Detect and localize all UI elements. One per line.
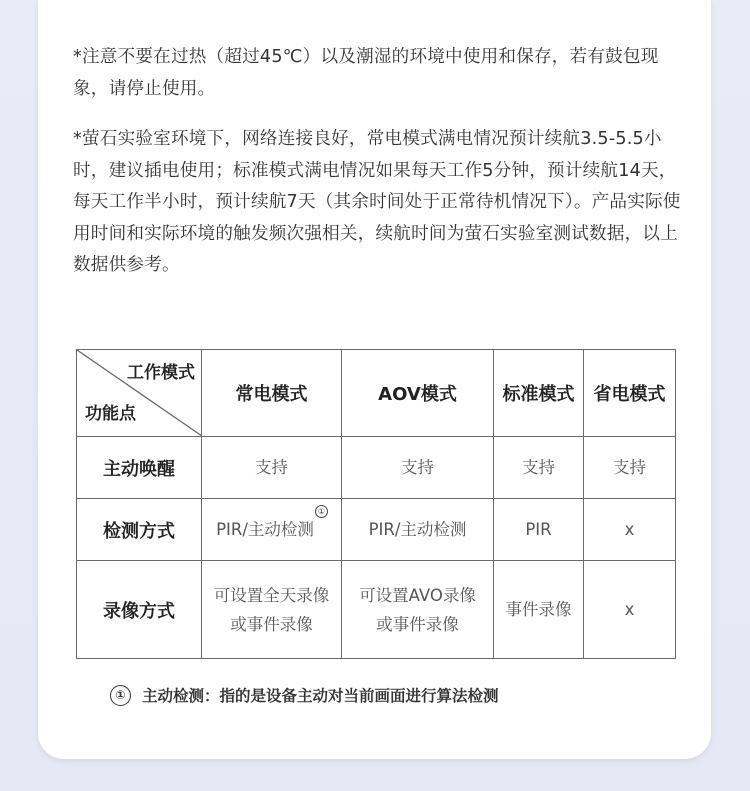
footnote-marker: ① bbox=[315, 505, 328, 518]
table-header-row bbox=[77, 350, 676, 437]
column-header-power-saving: 省电模式 bbox=[584, 350, 676, 437]
table-cell bbox=[202, 499, 342, 561]
footnote bbox=[110, 684, 499, 706]
table-cell bbox=[202, 561, 342, 659]
mode-comparison-table bbox=[76, 349, 675, 657]
table-cell: 支持 bbox=[342, 437, 494, 499]
cell-line: 可设置全天录像 bbox=[213, 585, 330, 605]
table-row bbox=[77, 437, 676, 499]
table-cell: PIR bbox=[494, 499, 584, 561]
footnote-text: 主动检测：指的是设备主动对当前画面进行算法检测 bbox=[142, 687, 499, 705]
row-label-active-wakeup: 主动唤醒 bbox=[77, 437, 202, 499]
column-header-aov: AOV模式 bbox=[342, 350, 494, 437]
note-overheat: *注意不要在过热（超过45℃）以及潮湿的环境中使用和保存，若有鼓包现象，请停止使用。 bbox=[73, 47, 659, 99]
table-row bbox=[77, 499, 676, 561]
notes-section bbox=[73, 42, 688, 282]
table-row bbox=[77, 561, 676, 659]
row-label-recording-method: 录像方式 bbox=[77, 561, 202, 659]
table-cell: 支持 bbox=[494, 437, 584, 499]
corner-header-cell bbox=[77, 350, 202, 437]
table-cell: 事件录像 bbox=[494, 561, 584, 659]
corner-feature-label: 功能点 bbox=[85, 404, 136, 424]
note-battery-life: *萤石实验室环境下，网络连接良好，常电模式满电情况预计续航3.5-5.5小时，建议插电使用；标准模式满电情况如果每天工作5分钟，预计续航14天，每天工作半小时，预计续航7天（其余时间处于正常待机情况下）。产品实际使用时间和实际环境的触发频次强相关，续航时间为萤石实验室测试数据，以上数据供参考。 bbox=[73, 129, 681, 275]
column-header-always-on: 常电模式 bbox=[202, 350, 342, 437]
table-cell: PIR/主动检测 bbox=[342, 499, 494, 561]
table-cell: x bbox=[584, 561, 676, 659]
cell-line: 或事件录像 bbox=[376, 614, 459, 634]
table-cell: x bbox=[584, 499, 676, 561]
cell-line: 或事件录像 bbox=[230, 614, 313, 634]
footnote-number: ① bbox=[110, 685, 131, 706]
column-header-standard: 标准模式 bbox=[494, 350, 584, 437]
corner-work-mode-label: 工作模式 bbox=[127, 363, 195, 383]
cell-text: PIR/主动检测 bbox=[216, 520, 314, 539]
table-cell bbox=[342, 561, 494, 659]
cell-line: 可设置AVO录像 bbox=[359, 585, 476, 605]
table-cell: 支持 bbox=[202, 437, 342, 499]
table-cell: 支持 bbox=[584, 437, 676, 499]
row-label-detection-method: 检测方式 bbox=[77, 499, 202, 561]
